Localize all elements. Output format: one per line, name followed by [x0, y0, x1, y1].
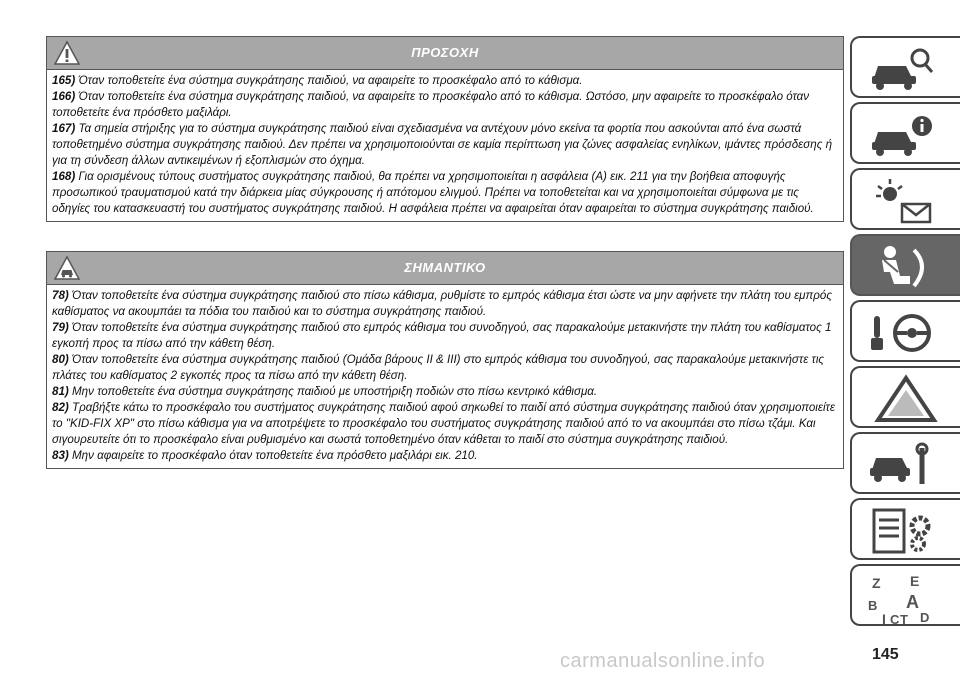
warning-header: [47, 37, 843, 70]
warning-note: 166) Όταν τοποθετείτε ένα σύστημα συγκράτησης παιδιού, να αφαιρείτε το προσκέφαλο από το κάθισμα. Ωστόσο, μην αφαιρείτε το προσκέφαλο όταν τοποθετείτε ένα πρόσθετο μαξιλάρι.: [52, 90, 810, 119]
index-letter: C: [890, 612, 900, 627]
index-letter: E: [910, 573, 920, 589]
important-note: 81) Μην τοποθετείτε ένα σύστημα συγκράτησης παιδιού με υποστήριξη ποδιών στο πίσω κεντρικό κάθισμα.: [52, 385, 598, 398]
important-note: 83) Μην αφαιρείτε το προσκέφαλο όταν τοποθετείτε ένα πρόσθετο μαξιλάρι εικ. 210.: [52, 449, 478, 462]
warning-title: ΠΡΟΣΟΧΗ: [411, 45, 479, 60]
tab-knowing-car[interactable]: [850, 36, 960, 98]
tab-specifications[interactable]: [850, 498, 960, 560]
warning-box: [46, 36, 844, 222]
warning-note: 168) Για ορισμένους τύπους συστήματος συγκράτησης παιδιού, θα πρέπει να χρησιμοποιείται η ασφάλεια (A) εικ. 211 για την βοήθεια αποφυγής προσωπικού τραυματισμού κατά την διάρκεια μίας σύγκρουσης ή απότομου ελιγμού. Πρέπει να τοποθετείται και να χρησιμοποιείται σύμφωνα με τις οδηγίες του κατασκευαστή του συστήματος συγκράτησης παιδιού. Η ασφάλεια πρέπει να αφαιρείται όταν αφαιρείται το σύστημα συγκράτησης παιδιού.: [52, 170, 814, 215]
warning-note: 167) Τα σημεία στήριξης για το σύστημα συγκράτησης παιδιού είναι σχεδιασμένα να αντέχουν μόνο εκείνα τα φορτία που ασκούνται από ένα σωστά τοποθετημένο σύστημα συγκράτησης παιδιού. Δεν πρέπει να χρησιμοποιούνται σε καμία περίπτωση για ζώνες ασφαλείας ενηλίκων, ιμάντες πρόσδεσης ή για τη σύνδεση άλλων αντικειμένων ή εξοπλισμών στο όχημα.: [52, 122, 833, 167]
steering-wheel-icon: [866, 308, 946, 358]
index-letter: Z: [872, 575, 881, 591]
tab-safety-info[interactable]: [850, 102, 960, 164]
car-maintenance-icon: [866, 440, 946, 490]
car-search-icon: [866, 44, 946, 94]
index-letter: A: [906, 592, 919, 612]
page-number: 145: [872, 646, 899, 663]
index-letter: I: [882, 611, 886, 627]
important-title: ΣΗΜΑΝΤΙΚΟ: [404, 260, 486, 275]
watermark: carmanualsonline.info: [560, 650, 766, 672]
important-note: 82) Τραβήξτε κάτω το προσκέφαλο του συστήματος συγκράτησης παιδιού αφού σηκωθεί το παιδί από σύστημα συγκράτησης παιδιού όταν χρησιμοποιείτε το "KID-FIX XP" στο πίσω κάθισμα για να αποτρέψετε το προσκέφαλο του συστήματος συγκράτησης παιδιού από το να ακουμπάει στο πίσω τζάμι. Και σιγουρευτείτε ότι το προσκέφαλο είναι ρυθμισμένο και σωστά τοποθετημένο όταν κάθεται το παιδί στο σύστημα συγκράτησης παιδιού.: [52, 401, 835, 446]
seat-safety-icon: [866, 242, 946, 292]
specs-settings-icon: [866, 506, 946, 556]
index-letter: T: [900, 612, 908, 627]
important-header: [47, 252, 843, 285]
alphabet-index-icon: [866, 572, 946, 632]
car-info-icon: [866, 110, 946, 160]
tab-maintenance[interactable]: [850, 432, 960, 494]
important-note: 78) Όταν τοποθετείτε ένα σύστημα συγκράτησης παιδιού στο πίσω κάθισμα, ρυθμίστε το εμπρός κάθισμα έτσι ώστε να μην αφήνετε την πλάτη του εμπρός καθίσματος να ακουμπάει τα πόδια του παιδιού και το σύστημα συγκράτησης παιδιού.: [52, 289, 833, 318]
index-letter: B: [868, 598, 878, 613]
tab-index[interactable]: [850, 564, 960, 626]
dashboard-lights-icon: [866, 176, 946, 226]
warning-note: 165) Όταν τοποθετείτε ένα σύστημα συγκράτησης παιδιού, να αφαιρείτε το προσκέφαλο από το κάθισμα.: [52, 74, 583, 87]
tab-dashboard[interactable]: [850, 168, 960, 230]
tab-emergency[interactable]: [850, 366, 960, 428]
index-letter: D: [920, 610, 930, 625]
important-note: 80) Όταν τοποθετείτε ένα σύστημα συγκράτησης παιδιού (Ομάδα βάρους II & III) στο εμπρός κάθισμα του συνοδηγού, σας παρακαλούμε μετακινήστε τις πλάτες του καθίσματος 2 εγκοπές προς τα πίσω από την κάθετη θέση.: [52, 353, 825, 382]
warning-triangle-icon: [866, 374, 946, 424]
important-note: 79) Όταν τοποθετείτε ένα σύστημα συγκράτησης παιδιού στο εμπρός κάθισμα του συνοδηγού, σας παρακαλούμε μετακινήστε την πλάτη του καθίσματος 1 εγκοπή προς τα πίσω από την κάθετη θέση.: [52, 321, 832, 350]
important-box: [46, 251, 844, 469]
tab-safety[interactable]: [850, 234, 960, 296]
tab-starting-driving[interactable]: [850, 300, 960, 362]
